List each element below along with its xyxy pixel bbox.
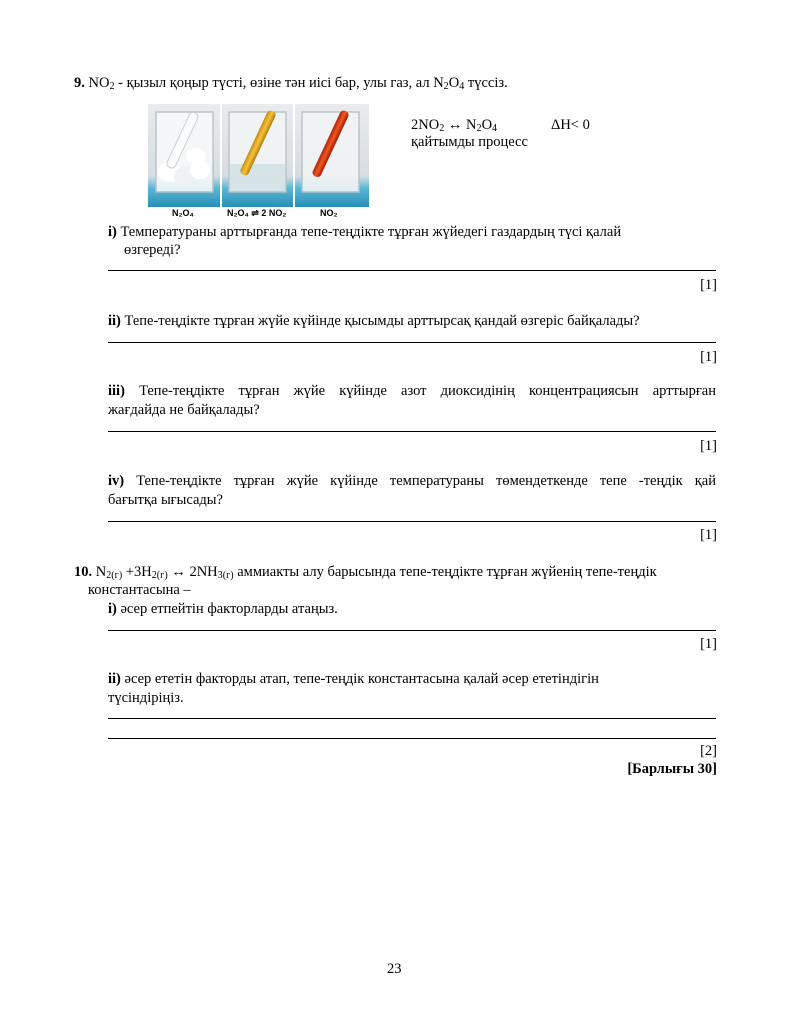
mark: [1] [700,527,717,543]
mark: [1] [700,277,717,293]
part-label: i) [108,224,117,240]
answer-line [108,718,716,719]
no2-n2o4-photo [148,104,369,221]
text: +3H [122,564,152,580]
part-text: Тепе-теңдікте тұрған жүйе күйінде азот диоксидінің концентрациясын арттырған [139,383,717,399]
equation-9 [411,117,497,134]
answer-line [108,738,716,739]
q9-part-iii [108,383,716,400]
text: O [481,117,493,133]
q10-part-i [108,601,338,618]
mark: [2] [700,743,717,759]
answer-line [108,431,716,432]
question-number: 9. [74,75,85,91]
sub: 2(г) [106,570,123,581]
sub: 2(г) [151,570,168,581]
q9-part-i [108,224,621,241]
q9-part-iii-line2: жағдайда не байқалады? [108,402,260,418]
caption-n2o4: N₂O₄ [172,208,194,218]
answer-line [108,630,716,631]
sub: 4 [492,123,498,134]
text: 2NO [411,117,440,133]
q10-part-ii [108,671,599,688]
text: ↔ N [444,117,477,133]
sub: 2 [476,123,482,134]
page-number: 23 [387,961,402,977]
q9-part-iv-line2: бағытқа ығысады? [108,492,223,508]
part-text: Тепе-теңдікте тұрған жүйе күйінде қысымды арттырсақ қандай өзгеріс байқалады? [124,313,640,329]
answer-line [108,342,716,343]
q9-part-iv [108,473,716,490]
mark: [1] [700,636,717,652]
answer-line [108,270,716,271]
photo-caption [148,207,369,221]
caption-no2: NO₂ [320,208,338,218]
text-no: NO [88,75,110,91]
part-label: iii) [108,383,125,399]
text: - қызыл қоңыр түсті, өзіне тән иісі бар, улы газ, ал N [114,75,444,91]
text: түссіз. [464,75,508,91]
question-9-intro [74,75,508,92]
answer-line [108,521,716,522]
text: N [95,564,107,580]
text: аммиакты алу барысында тепе-теңдікте тұрған жүйенің тепе-теңдік [233,564,657,580]
question-10-intro [74,564,657,581]
enthalpy-note: ΔH< 0 [551,117,590,133]
part-text: Температураны арттырғанда тепе-теңдікте тұрған жүйедегі газдардың түсі қалай [120,224,622,240]
text: O [448,75,460,91]
mark: [1] [700,438,717,454]
part-label: ii) [108,313,121,329]
jars-illustration [148,104,369,221]
part-label: iv) [108,473,125,489]
part-label: i) [108,601,117,617]
reversible-note: қайтымды процесс [411,134,528,150]
sub: 4 [459,81,465,92]
part-label: ii) [108,671,121,687]
sub: 2 [443,81,449,92]
question-10-line2: константасына – [88,582,191,598]
sub: 2 [439,123,445,134]
caption-equilibrium: N₂O₄ ⇌ 2 NO₂ [227,208,287,218]
text: ↔ 2NH [167,564,218,580]
part-text: әсер етпейтін факторларды атаңыз. [120,601,338,617]
q9-part-ii [108,313,640,330]
q10-part-ii-line2: түсіндіріңіз. [108,690,184,706]
total-marks: [Барлығы 30] [627,761,717,777]
sub: 3(г) [217,570,234,581]
part-text: Тепе-теңдікте тұрған жүйе күйінде температураны төмендеткенде тепе -теңдік қай [136,473,717,489]
sub: 2 [109,81,115,92]
mark: [1] [700,349,717,365]
question-number: 10. [74,564,93,580]
q9-part-i-line2: өзгереді? [124,242,181,258]
part-text: әсер ететін факторды атап, тепе-теңдік константасына қалай әсер ететіндігін [124,671,599,687]
